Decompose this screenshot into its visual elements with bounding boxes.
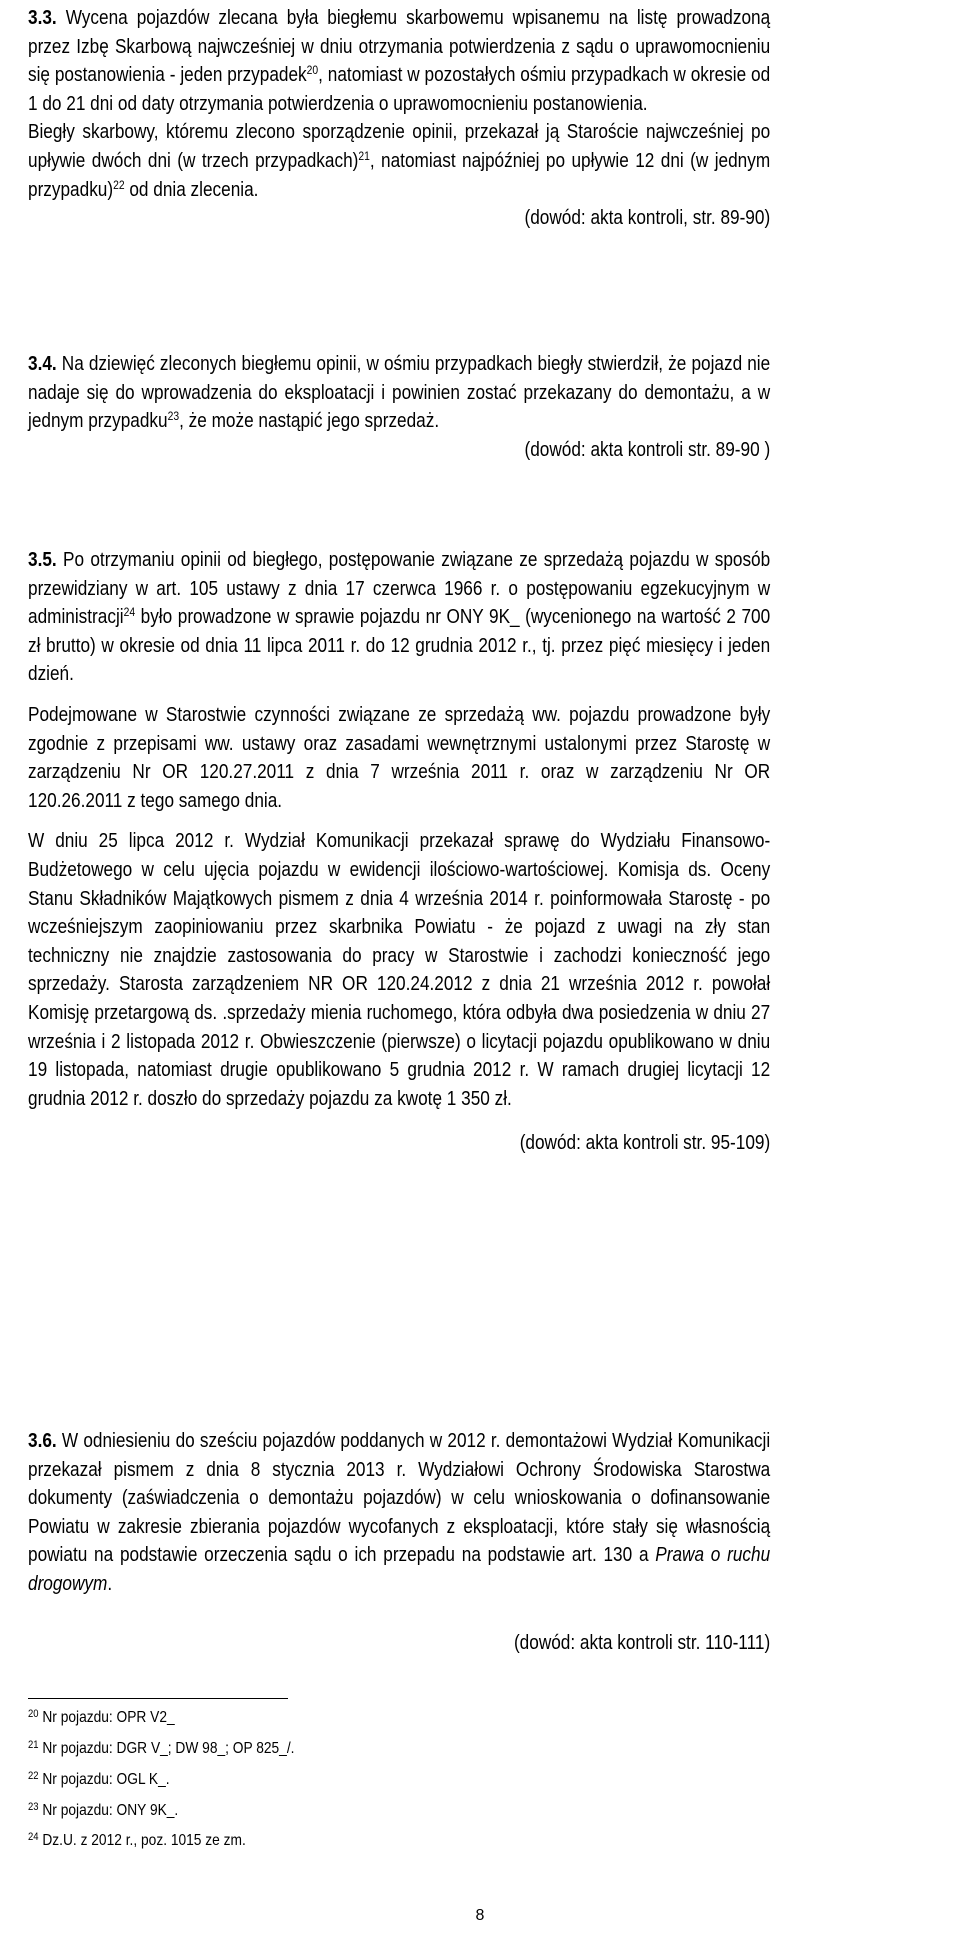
act-title: Prawa o ruchu drogowym xyxy=(28,1544,771,1595)
footnote-ref: 23 xyxy=(167,409,180,424)
section-3-3-para-1: 3.3. Wycena pojazdów zlecana była biegłemu skarbowemu wpisanemu na listę prowadzoną przez Izbę Skarbową najwcześniej w dniu otrzymania potwierdzenia z sądu o uprawomocnieniu się postanowienia - jeden przypadek$^{20}$, natomiast w pozostałych ośmiu przypadkach w okresie od 1 do 21 dni od daty otrzymania potwierdzenia o uprawomocnieniu postanowienia. xyxy=(28,7,771,115)
footnote-ref: 21 xyxy=(358,148,370,163)
section-3-3-para-2: Biegły skarbowy, któremu zlecono sporządzenie opinii, przekazał ją Staroście najwcześniej po upływie dwóch dni (w trzech przypadkach)$^{21}$, natomiast najpóźniej po upływie 12 dni (w jednym przypadku)$^{22}$ od dnia zlecenia. xyxy=(28,121,771,201)
section-3-5-para-2: Podejmowane w Starostwie czynności związane ze sprzedażą ww. pojazdu prowadzone były zgodnie z przepisami ww. ustawy oraz zasadami wewnętrznymi ustalonymi przez Starostę w zarządzeniu Nr OR 120.27.2011 z dnia 7 września 2011 r. oraz w zarządzeniu Nr OR 120.26.2011 z tego samego dnia. xyxy=(28,703,771,812)
section-number: 3.4. xyxy=(28,353,57,375)
section-3-4 xyxy=(28,350,770,464)
footnote-24: $^{24}$ Dz.U. z 2012 r., poz. 1015 ze zm. xyxy=(28,1831,246,1849)
footnote-separator xyxy=(28,1698,288,1699)
section-number: 3.3. xyxy=(28,7,57,29)
section-3-5-para-3: W dniu 25 lipca 2012 r. Wydział Komunikacji przekazał sprawę do Wydziału Finansowo- Budżetowego w celu ujęcia pojazdu w ewidencji ilościowo-wartościowej. Komisja ds. Oceny Stanu Składników Majątkowych pismem z dnia 4 września 2014 r. poinformowała Starostę - po wcześniejszym zaopiniowaniu przez skarbnika Powiatu - że pojazd z uwagi na zły stan techniczny nie znajdzie zastosowania do pracy w Starostwie i zachodzi konieczność jego sprzedaży. Starosta zarządzeniem NR OR 120.24.2012 z dnia 21 września 2012 r. powołał Komisję przetargową ds. .sprzedaży mienia ruchomego, która odbyła dwa posiedzenia w dniu 27 września i 2 listopada 2012 r. Obwieszczenie (pierwsze) o licytacji pojazdu opublikowano w dniu 19 listopada, natomiast drugie opublikowano 5 grudnia 2012 r. W ramach drugiej licytacji 12 grudnia 2012 r. doszło do sprzedaży pojazdu za kwotę 1 350 zł. xyxy=(28,830,771,1110)
evidence-reference: (dowód: akta kontroli str. 89-90 ) xyxy=(524,438,771,461)
footnote-ref: 22 xyxy=(113,177,125,192)
section-3-6 xyxy=(28,1427,770,1657)
footnote-22: $^{22}$ Nr pojazdu: OGL K_. xyxy=(28,1770,170,1788)
section-number: 3.5. xyxy=(28,549,57,571)
evidence-reference: (dowód: akta kontroli str. 110-111) xyxy=(513,1631,771,1654)
section-3-3 xyxy=(28,4,770,233)
footnote-ref: 24 xyxy=(123,605,136,620)
evidence-reference: (dowód: akta kontroli str. 95-109) xyxy=(519,1132,771,1155)
footnote-20: $^{20}$ Nr pojazdu: OPR V2_ xyxy=(28,1708,175,1726)
section-number: 3.6. xyxy=(28,1430,57,1452)
section-3-6-para: 3.6. W odniesieniu do sześciu pojazdów poddanych w 2012 r. demontażowi Wydział Komunikacji przekazał pismem z dnia 8 stycznia 2013 r. Wydziałowi Ochrony Środowiska Starostwa dokumenty (zaświadczenia o demontażu pojazdów) w celu wnioskowania o dofinansowanie Powiatu w zakresie zbierania pojazdów wycofanych z eksploatacji, które stały się własnością powiatu na podstawie orzeczenia sądu o ich przepadu na podstawie art. 130 a Prawa o ruchu drogowym. xyxy=(28,1430,771,1595)
section-3-4-para: 3.4. Na dziewięć zleconych biegłemu opinii, w ośmiu przypadkach biegły stwierdził, że pojazd nie nadaje się do wprowadzenia do eksploatacji i powinien zostać przekazany do demontażu, a w jednym przypadku$^{23}$, że może nastąpić jego sprzedaż. xyxy=(28,353,771,433)
evidence-reference: (dowód: akta kontroli, str. 89-90) xyxy=(524,207,771,230)
footnote-23: $^{23}$ Nr pojazdu: ONY 9K_. xyxy=(28,1801,179,1819)
section-3-5 xyxy=(28,546,770,1158)
footnote-21: $^{21}$ Nr pojazdu: DGR V_; DW 98_; OP 825_/. xyxy=(28,1739,295,1757)
footnote-ref: 20 xyxy=(306,63,319,78)
section-3-5-para-1: 3.5. Po otrzymaniu opinii od biegłego, postępowanie związane ze sprzedażą pojazdu w sposób przewidziany w art. 105 ustawy z dnia 17 czerwca 1966 r. o postępowaniu egzekucyjnym w administracji$^{24}$ było prowadzone w sprawie pojazdu nr ONY 9K_ (wycenionego na wartość 2 700 zł brutto) w okresie od dnia 11 lipca 2011 r. do 12 grudnia 2012 r., tj. przez pięć miesięcy i jeden dzień. xyxy=(28,549,771,686)
page-number: 8 xyxy=(475,1907,485,1924)
